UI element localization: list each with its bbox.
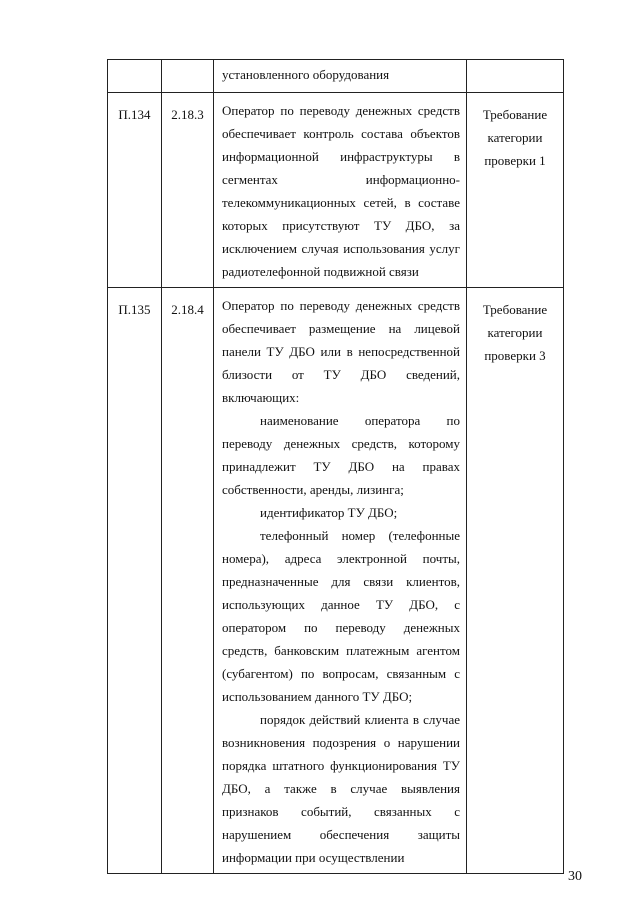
table-row-p135 [108,288,564,874]
cell-text [214,60,467,93]
cell-num: П.135 [108,288,162,874]
table-row-continuation [108,60,564,93]
requirement-line: категории [487,130,543,145]
requirements-table [107,59,564,874]
text-paragraph: телефонный номер (телефонные номера), адреса электронной почты, предназначенные для связи клиентов, использующих данное ТУ ДБО, с оператором по переводу денежных средств, банковским платежным агентом (субагентом) по вопросам, связанным с использованием данного ТУ ДБО; [222,528,460,704]
cell-num: П.134 [108,93,162,288]
requirement-line: проверки 1 [484,153,546,168]
cell-requirement [467,93,564,288]
requirement-line: Требование [482,302,548,317]
table-row-p134 [108,93,564,288]
cell-section: 2.18.3 [162,93,214,288]
text-paragraph: установленного оборудования [222,67,390,82]
cell-text [214,93,467,288]
page-number: 30 [568,869,582,884]
requirement-line: проверки 3 [484,348,546,363]
cell-requirement [467,288,564,874]
cell-section [162,60,214,93]
text-paragraph: наименование оператора по переводу денежных средств, которому принадлежит ТУ ДБО на правах собственности, аренды, лизинга; [222,413,460,497]
text-paragraph: Оператор по переводу денежных средств обеспечивает размещение на лицевой панели ТУ ДБО или в непосредственной близости от ТУ ДБО сведений, включающих: [222,298,460,405]
text-paragraph: идентификатор ТУ ДБО; [260,505,398,520]
requirement-line: категории [487,325,543,340]
cell-section: 2.18.4 [162,288,214,874]
text-paragraph: Оператор по переводу денежных средств обеспечивает контроль состава объектов информационной инфраструктуры в сегментах информационно-телекоммуникационных сетей, в составе которых присутствуют ТУ ДБО, за исключением случая использования услуг радиотелефонной подвижной связи [222,103,460,279]
cell-requirement [467,60,564,93]
cell-num [108,60,162,93]
text-paragraph: порядок действий клиента в случае возникновения подозрения о нарушении порядка штатного функционирования ТУ ДБО, а также в случае выявления признаков событий, связанных с нарушением обеспечения защиты информации при осуществлении [222,712,460,865]
cell-text [214,288,467,874]
requirement-line: Требование [482,107,548,122]
